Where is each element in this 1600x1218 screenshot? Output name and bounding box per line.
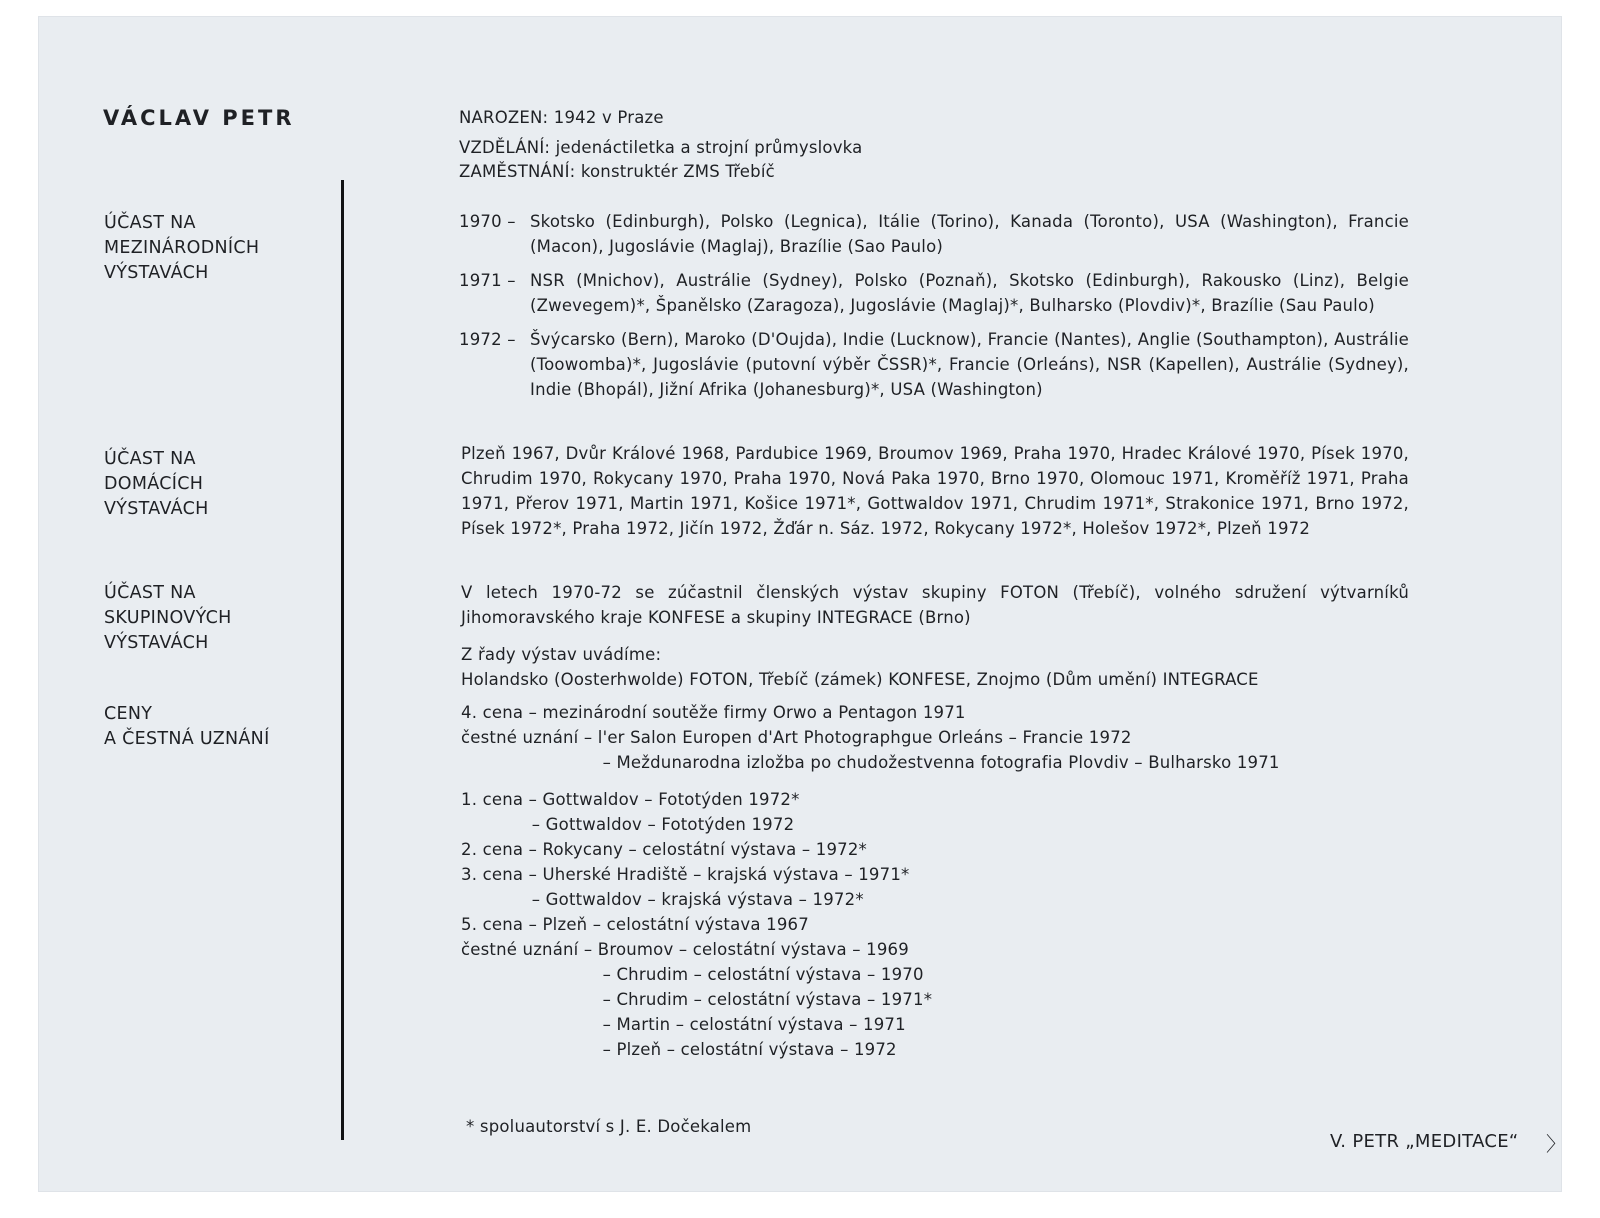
section-label-international: ÚČAST NA MEZINÁRODNÍCH VÝSTAVÁCH (104, 213, 260, 283)
exhibition-year: 1972 – (459, 330, 516, 349)
award-line: čestné uznání – l'er Salon Europen d'Art Photographgue Orleáns – Francie 1972 (461, 728, 1132, 747)
section-label-awards: CENY A ČESTNÁ UZNÁNÍ (104, 704, 270, 749)
exhibition-list: NSR (Mnichov), Austrálie (Sydney), Polsko (Poznaň), Skotsko (Edinburgh), Rakousko (Linz), Belgie (Zwevegem)*, Španělsko (Zaragoza), Jugoslávie (Maglaj)*, Bulharsko (Plovdiv)*, Brazílie (Sau Paulo) (530, 271, 1409, 315)
author-name: VÁCLAV PETR (103, 106, 295, 130)
award-line: – Gottwaldov – Fototýden 1972 (461, 815, 795, 834)
award-line: – Gottwaldov – krajská výstava – 1972* (461, 890, 864, 909)
bio-education: VZDĚLÁNÍ: jedenáctiletka a strojní průmyslovka (459, 138, 863, 157)
exhibition-year-entry (459, 327, 1409, 402)
award-line: 4. cena – mezinárodní soutěže firmy Orwo a Pentagon 1971 (461, 703, 966, 722)
domestic-exhibitions: Plzeň 1967, Dvůr Králové 1968, Pardubice 1969, Broumov 1969, Praha 1970, Hradec Králové 1970, Písek 1970, Chrudim 1970, Rokycany 1970, Praha 1970, Nová Paka 1970, Brno 1970, Olomouc 1971, Kroměříž 1971, Praha 1971, Přerov 1971, Martin 1971, Košice 1971*, Gottwaldov 1971, Chrudim 1971*, Strakonice 1971, Brno 1972, Písek 1972*, Praha 1972, Jičín 1972, Žďár n. Sáz. 1972, Rokycany 1972*, Holešov 1972*, Plzeň 1972 (461, 444, 1409, 538)
exhibition-year: 1971 – (459, 271, 516, 290)
exhibition-year-entry (459, 209, 1409, 259)
bio-employment: ZAMĚSTNÁNÍ: konstruktér ZMS Třebíč (459, 162, 775, 181)
chevron-right-icon: 〉 (1546, 1132, 1566, 1156)
award-line: 1. cena – Gottwaldov – Fototýden 1972* (461, 790, 800, 809)
award-line: 3. cena – Uherské Hradiště – krajská výstava – 1971* (461, 865, 910, 884)
vertical-rule (341, 180, 344, 1140)
photo-caption: V. PETR „MEDITACE“ (1330, 1131, 1519, 1152)
bio-born: NAROZEN: 1942 v Praze (459, 108, 664, 127)
award-line: 5. cena – Plzeň – celostátní výstava 1967 (461, 915, 809, 934)
bio-block (459, 106, 862, 184)
group-intro: Z řady výstav uvádíme: (461, 645, 662, 664)
international-exhibitions (459, 209, 1409, 411)
award-line: 2. cena – Rokycany – celostátní výstava – 1972* (461, 840, 868, 859)
group-list: Holandsko (Oosterhwolde) FOTON, Třebíč (zámek) KONFESE, Znojmo (Dům umění) INTEGRACE (461, 670, 1259, 689)
award-line: čestné uznání – Broumov – celostátní výstava – 1969 (461, 940, 909, 959)
exhibition-list: Skotsko (Edinburgh), Polsko (Legnica), Itálie (Torino), Kanada (Toronto), USA (Washington), Francie (Macon), Jugoslávie (Maglaj), Brazílie (Sao Paulo) (530, 212, 1409, 256)
exhibition-year-entry (459, 268, 1409, 318)
group-exhibitions-list (461, 642, 1259, 692)
award-line: – Plzeň – celostátní výstava – 1972 (461, 1040, 897, 1059)
exhibition-list: Švýcarsko (Bern), Maroko (D'Oujda), Indie (Lucknow), Francie (Nantes), Anglie (Southampton), Austrálie (Toowomba)*, Jugoslávie (putovní výběr ČSSR)*, Francie (Orleáns), NSR (Kapellen), Austrálie (Sydney), Indie (Bhopál), Jižní Afrika (Johanesburg)*, USA (Washington) (530, 330, 1409, 399)
section-label-domestic: ÚČAST NA DOMÁCÍCH VÝSTAVÁCH (104, 449, 209, 519)
award-line: – Chrudim – celostátní výstava – 1971* (461, 990, 933, 1009)
section-label-group: ÚČAST NA SKUPINOVÝCH VÝSTAVÁCH (104, 583, 232, 653)
footnote: * spoluautorství s J. E. Dočekalem (466, 1117, 752, 1136)
award-line: – Chrudim – celostátní výstava – 1970 (461, 965, 924, 984)
group-exhibitions-text: V letech 1970-72 se zúčastnil členských výstav skupiny FOTON (Třebíč), volného sdružení výtvarníků Jihomoravského kraje KONFESE a skupiny INTEGRACE (Brno) (461, 583, 1409, 627)
award-line: – Martin – celostátní výstava – 1971 (461, 1015, 906, 1034)
awards-domestic (461, 787, 932, 1062)
exhibition-year: 1970 – (459, 212, 516, 231)
awards-international (461, 700, 1280, 775)
award-line: – Meždunarodna izložba po chudožestvenna fotografia Plovdiv – Bulharsko 1971 (461, 753, 1280, 772)
